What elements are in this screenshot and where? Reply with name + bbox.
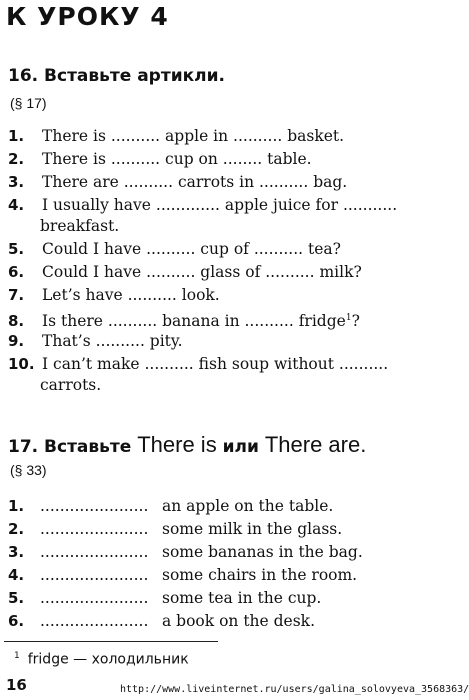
ex16-item-10-continuation: carrots. (40, 376, 102, 394)
exercise-17-title (8, 432, 366, 458)
item-number: 10. (8, 355, 35, 373)
footnote-divider (4, 641, 218, 642)
ex17-item-5 (8, 587, 463, 610)
ex16-item-1 (8, 125, 463, 148)
item-text: There are .......... carrots in .......... bag. (42, 173, 348, 191)
ex16-item-9 (8, 330, 463, 353)
item-text: some bananas in the bag. (162, 543, 363, 561)
ex17-item-2 (8, 518, 463, 541)
ex16-item-10 (8, 353, 463, 376)
lesson-heading: К УРОКУ 4 (6, 2, 169, 31)
blank: ...................... (40, 589, 149, 607)
there-is-phrase: There is (137, 432, 217, 457)
item-text: That’s .......... pity. (42, 332, 183, 350)
page-number: 16 (6, 676, 27, 694)
item-number: 7. (8, 286, 25, 304)
ex16-item-6 (8, 261, 463, 284)
or-word: или (222, 437, 259, 457)
ex16-item-7 (8, 284, 463, 307)
ex16-item-4-continuation: breakfast. (40, 217, 120, 235)
item-text: some chairs in the room. (162, 566, 358, 584)
item-number: 6. (8, 263, 25, 281)
item-text: some milk in the glass. (162, 520, 343, 538)
item-number: 4. (8, 566, 25, 584)
source-url-watermark: http://www.liveinternet.ru/users/galina_solovyeva_3568363/ (120, 684, 469, 695)
footnote (14, 651, 189, 668)
item-text: Is there .......... banana in .......... fridge (42, 312, 346, 331)
blank: ...................... (40, 497, 149, 515)
item-number: 1. (8, 497, 25, 515)
ex16-item-4 (8, 194, 463, 217)
ex17-item-6 (8, 610, 463, 633)
ex17-item-3 (8, 541, 463, 564)
ex17-item-4 (8, 564, 463, 587)
item-text-end: ? (351, 312, 360, 331)
blank: ...................... (40, 543, 149, 561)
item-text: an apple on the table. (162, 497, 334, 515)
item-number: 3. (8, 173, 25, 191)
item-number: 3. (8, 543, 25, 561)
exercise-16-title: 16. Вставьте артикли. (8, 66, 225, 86)
item-number: 2. (8, 150, 25, 168)
item-text: a book on the desk. (162, 612, 315, 630)
item-number: 9. (8, 332, 25, 350)
item-text: There is .......... apple in .......... basket. (42, 127, 345, 145)
item-text: I usually have ............. apple juice for ........... (42, 196, 398, 214)
item-text: Could I have .......... cup of .......... tea? (42, 240, 341, 258)
item-text: Could I have .......... glass of .......... milk? (42, 263, 362, 281)
item-number: 5. (8, 589, 25, 607)
item-number: 6. (8, 612, 25, 630)
exercise-17-reference: (§ 33) (10, 462, 47, 478)
exercise-17-number: 17. Вставьте (8, 437, 132, 457)
item-text: Let’s have .......... look. (42, 286, 220, 304)
item-text: I can’t make .......... fish soup without .......... (42, 355, 389, 373)
ex17-item-1 (8, 495, 463, 518)
footnote-text: fridge — холодильник (27, 651, 189, 668)
item-number: 2. (8, 520, 25, 538)
item-text: There is .......... cup on ........ table. (42, 150, 312, 168)
item-text: some tea in the cup. (162, 589, 322, 607)
footnote-marker: 1 (345, 313, 352, 323)
item-number: 1. (8, 127, 25, 145)
footnote-mark: 1 (14, 651, 20, 661)
item-number: 8. (8, 312, 25, 331)
blank: ...................... (40, 520, 149, 538)
blank: ...................... (40, 566, 149, 584)
item-number: 4. (8, 196, 25, 214)
ex16-item-2 (8, 148, 463, 171)
ex16-item-8 (8, 307, 463, 330)
ex16-item-5 (8, 238, 463, 261)
there-are-phrase: There are. (264, 432, 367, 457)
blank: ...................... (40, 612, 149, 630)
exercise-16-reference: (§ 17) (10, 95, 47, 111)
item-number: 5. (8, 240, 25, 258)
ex16-item-3 (8, 171, 463, 194)
